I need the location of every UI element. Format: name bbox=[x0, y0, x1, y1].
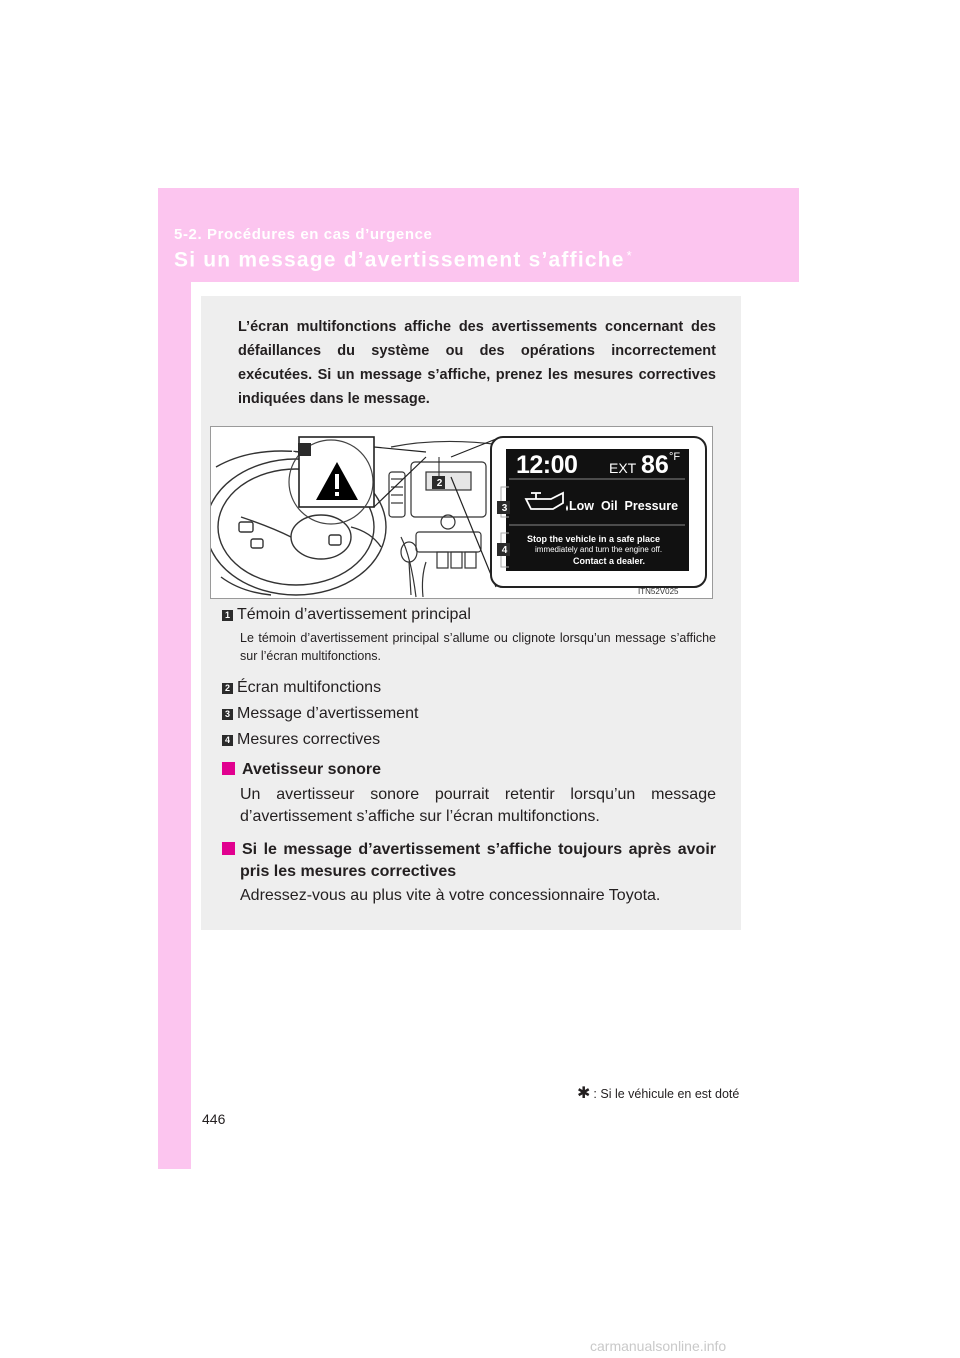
legend-badge-2: 2 bbox=[222, 683, 233, 694]
intro-paragraph: L’écran multifonctions affiche des avertissements concernant des défaillances du système ou des opérations incorrectement exécutées. Si un message s’affiche, prenez les mesures correctives indiquées dans le message. bbox=[238, 319, 716, 407]
callout-number-3: 3 bbox=[501, 503, 508, 514]
legend-badge-1: 1 bbox=[222, 610, 233, 621]
legend-item-3 bbox=[222, 705, 418, 723]
square-bullet-icon bbox=[222, 842, 235, 855]
section-heading-persists-text: Si le message d’avertissement s’affiche toujours après avoir pris les mesures correctives bbox=[240, 841, 716, 880]
footnote-text: : Si le véhicule en est doté bbox=[593, 1087, 740, 1101]
title-asterisk: * bbox=[626, 248, 632, 263]
display-ext-label: EXT bbox=[609, 460, 637, 476]
square-bullet-icon bbox=[222, 762, 235, 775]
watermark: carmanualsonline.info bbox=[590, 1338, 727, 1354]
section-body-persists: Adressez-vous au plus vite à votre concessionnaire Toyota. bbox=[240, 887, 661, 904]
display-warning-message: Low Oil Pressure bbox=[569, 499, 679, 513]
legend-item-4 bbox=[222, 731, 380, 749]
callout-number-2: 2 bbox=[436, 478, 443, 489]
display-action-line-3: Contact a dealer. bbox=[573, 556, 646, 566]
display-time: 12:00 bbox=[516, 451, 578, 479]
illustration-code: ITN52V025 bbox=[638, 587, 679, 596]
dashboard-illustration bbox=[210, 426, 713, 599]
asterisk-icon: ✱ bbox=[577, 1085, 591, 1102]
section-body-buzzer: Un avertisseur sonore pourrait retentir lorsqu’un message d’avertissement s’affiche sur l’écran multifonctions. bbox=[240, 786, 716, 825]
display-temperature: 86 bbox=[641, 451, 669, 479]
callout-number-1: 1 bbox=[289, 445, 296, 456]
callout-badge-1 bbox=[298, 443, 311, 456]
side-band bbox=[158, 282, 191, 1169]
display-action-line-2: immediately and turn the engine off. bbox=[535, 545, 663, 554]
legend-description-1: Le témoin d’avertissement principal s’allume ou clignote lorsqu’un message s’affiche sur l’écran multifonctions. bbox=[240, 631, 716, 663]
legend-badge-4: 4 bbox=[222, 735, 233, 746]
legend-label-3: Message d’avertissement bbox=[237, 705, 419, 722]
section-heading-buzzer bbox=[222, 759, 716, 781]
legend-label-4: Mesures correctives bbox=[237, 731, 381, 748]
section-heading-persists bbox=[222, 839, 716, 883]
display-temp-unit: °F bbox=[669, 451, 681, 463]
page-number: 446 bbox=[202, 1111, 226, 1127]
page-title-wrap bbox=[174, 248, 632, 272]
center-console bbox=[389, 441, 501, 597]
section-label: 5-2. Procédures en cas d’urgence bbox=[174, 226, 433, 243]
display-action-line-1: Stop the vehicle in a safe place bbox=[527, 534, 661, 544]
legend-item-1 bbox=[222, 606, 471, 624]
callout-number-4: 4 bbox=[501, 545, 508, 556]
legend-label-1: Témoin d’avertissement principal bbox=[237, 606, 471, 623]
page-title: Si un message d’avertissement s’affiche bbox=[174, 248, 625, 272]
legend-badge-3: 3 bbox=[222, 709, 233, 720]
legend-item-2 bbox=[222, 679, 381, 697]
section-heading-buzzer-text: Avetisseur sonore bbox=[242, 761, 382, 778]
legend-label-2: Écran multifonctions bbox=[237, 679, 382, 696]
footnote bbox=[577, 1083, 739, 1103]
